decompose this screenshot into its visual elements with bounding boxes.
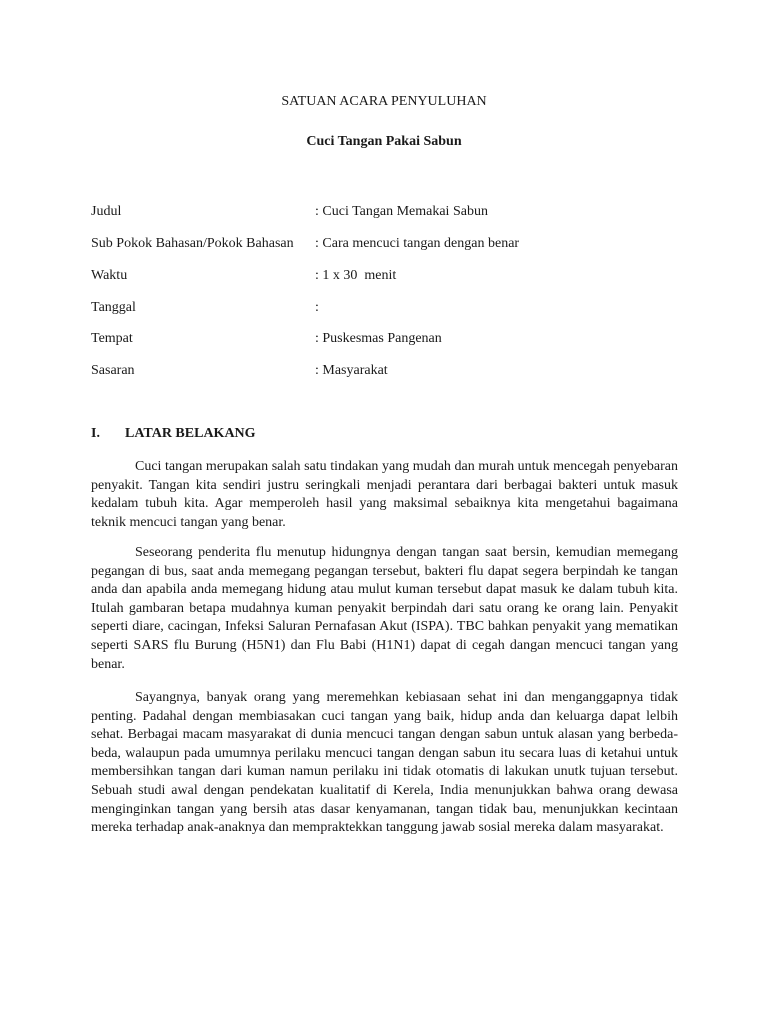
meta-label: Tanggal: [91, 300, 136, 315]
meta-label: Sasaran: [91, 363, 135, 378]
meta-row-tempat: [91, 331, 691, 349]
meta-value: : Masyarakat: [315, 363, 388, 378]
meta-row-judul: [91, 204, 691, 222]
meta-row-tanggal: [91, 300, 691, 318]
meta-value: :: [315, 300, 319, 315]
paragraph: Seseorang penderita flu menutup hidungnya dengan tangan saat bersin, kemudian memegang pegangan di bus, saat anda memegang pegangan tersebut, bakteri flu dapat segera berpindah ke tangan anda dan apabila anda memegang hidung atau mulut kuman tersebut dapat masuk ke dalam tubuh kita. Itulah gambaran betapa mudahnya kuman penyakit berpindah dari satu orang ke orang lain. Penyakit seperti diare, cacingan, Infeksi Saluran Pernafasan Akut (ISPA). TBC bahkan penyakit yang mematikan seperti SARS flu Burung (H5N1) dan Flu Babi (H1N1) dapat di cegah dangan mencuci tangan yang benar.: [91, 545, 678, 672]
paragraph: Cuci tangan merupakan salah satu tindakan yang mudah dan murah untuk mencegah penyebaran penyakit. Tangan kita sendiri justru seringkali menjadi perantara dari berbagai bakteri untuk masuk kedalam tubuh kita. Agar memperoleh hasil yang maksimal sebaiknya kita mengetahui bagaimana teknik mencuci tangan yang benar.: [91, 459, 678, 530]
meta-row-sasaran: [91, 363, 691, 381]
meta-value: : Puskesmas Pangenan: [315, 331, 442, 346]
section-title: LATAR BELAKANG: [125, 426, 256, 441]
meta-value: : 1 x 30 menit: [315, 268, 397, 283]
meta-label: Judul: [91, 204, 122, 219]
document-subtitle: Cuci Tangan Pakai Sabun: [306, 134, 462, 149]
meta-label: Tempat: [91, 331, 133, 346]
meta-label: Waktu: [91, 268, 128, 283]
section-number: I.: [91, 426, 100, 441]
document-title: SATUAN ACARA PENYULUHAN: [281, 94, 487, 109]
meta-label: Sub Pokok Bahasan/Pokok Bahasan: [91, 236, 294, 251]
paragraph: Sayangnya, banyak orang yang meremehkan kebiasaan sehat ini dan menganggapnya tidak penting. Padahal dengan membiasakan cuci tangan yang baik, hidup anda dan keluarga dapat lelbih sehat. Berbagai macam masyarakat di dunia mencuci tangan dengan sabun untuk alasan yang berbeda-beda, walaupun pada umumnya perilaku mencuci tangan dengan sabun itu secara luas di ketahui untuk membersihkan tangan dari kuman namun perilaku ini tidak otomatis di lakukan unutk tujuan tersebut. Sebuah studi awal dengan pendekatan kualitatif di Kerela, India menunjukkan bahwa orang dewasa menginginkan tangan yang bersih atas dasar kenyamanan, tangan tidak bau, menunjukkan kecintaan mereka terhadap anak-anaknya dan mempraktekkan tanggung jawab sosial mereka dalam masyarakat.: [91, 690, 678, 836]
meta-value: : Cara mencuci tangan dengan benar: [315, 236, 520, 251]
meta-value: : Cuci Tangan Memakai Sabun: [315, 204, 488, 219]
meta-row-waktu: [91, 268, 691, 286]
meta-row-sub-pokok-bahasan: [91, 236, 691, 254]
